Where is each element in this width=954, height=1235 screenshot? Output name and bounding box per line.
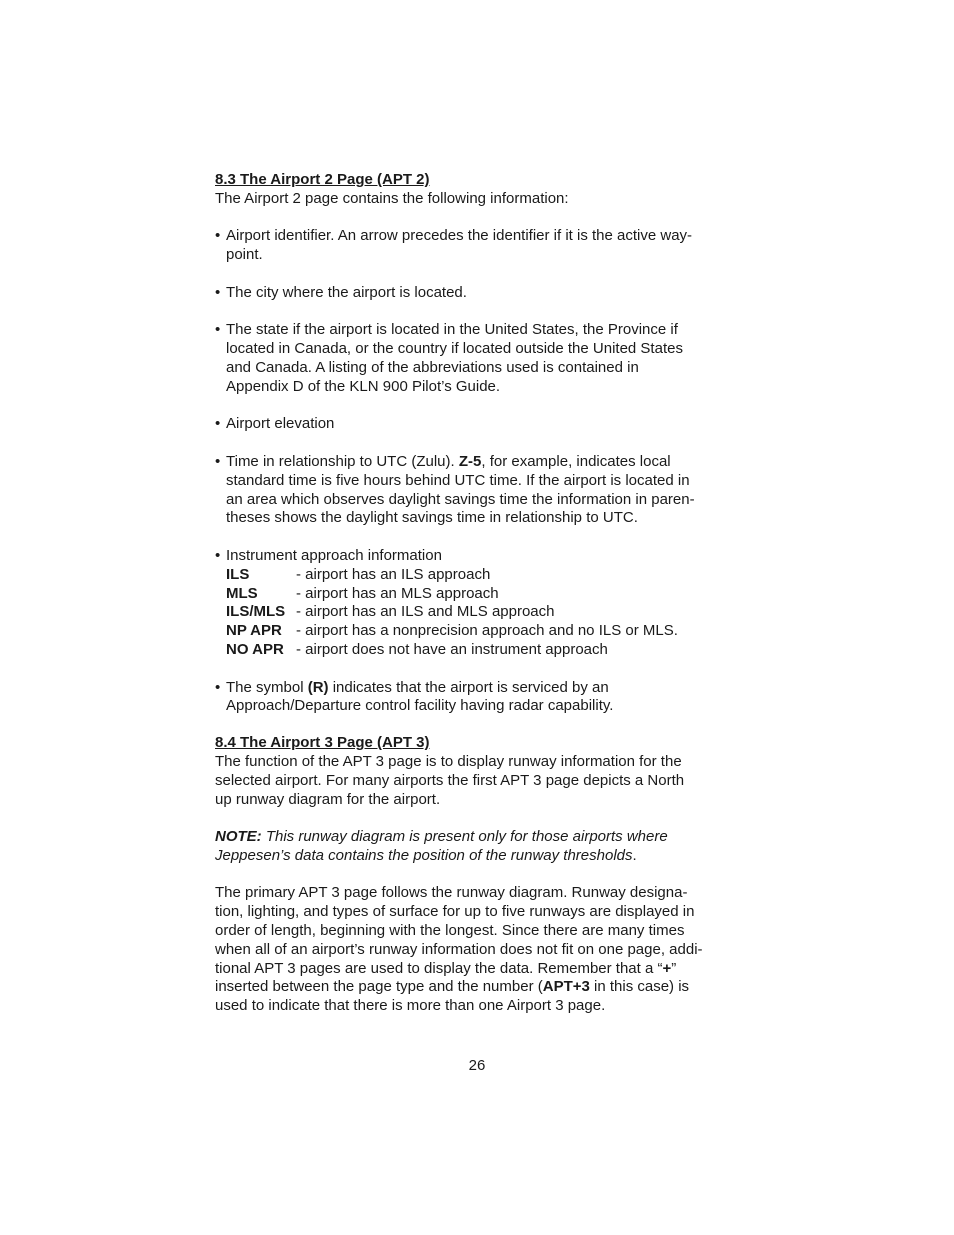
bullet-icon: • <box>215 546 221 564</box>
bullet-icon: • <box>215 321 221 339</box>
bullet-icon: • <box>215 227 221 245</box>
bullet-radar-symbol: • The symbol (R) indicates that the airport is serviced by an Approach/Departure control facility having radar capability. <box>215 678 614 715</box>
bullet-elevation: • Airport elevation <box>215 415 335 433</box>
approach-item: ILS - airport has an ILS approach <box>226 565 491 583</box>
approach-item: NP APR - airport has a nonprecision approach and no ILS or MLS. <box>226 622 678 640</box>
note-label: NOTE: <box>215 828 262 846</box>
note-runway-diagram: NOTE: This runway diagram is present only for those airports where Jeppesen’s data contains the position of the runway thresholds. <box>215 828 668 864</box>
bullet-icon: • <box>215 415 221 433</box>
approach-list <box>215 566 725 660</box>
section-heading-8-4: 8.4 The Airport 3 Page (APT 3) <box>215 734 430 752</box>
page-number: 26 <box>468 1057 486 1074</box>
bullet-instrument-approach: • Instrument approach information <box>215 546 442 564</box>
approach-item: MLS - airport has an MLS approach <box>226 584 499 602</box>
approach-item: NO APR - airport does not have an instrument approach <box>226 640 608 658</box>
paragraph-primary-apt3: The primary APT 3 page follows the runway diagram. Runway designa- tion, lighting, and types of surface for up to five runways are displayed in order of length, beginning with the longest. Since there are many times when all of an airport’s runway information does not fit on one page, addi- tional APT 3 pages are used to display the data. Remember that a “+” inserted between the page type and the number (APT+3 in this case) is used to indicate that there is more than one Airport 3 page. <box>215 884 703 1015</box>
paragraph-function: The function of the APT 3 page is to display runway information for the selected airport. For many airports the first APT 3 page depicts a North up runway diagram for the airport. <box>215 752 685 808</box>
text-column <box>215 171 725 1016</box>
bullet-airport-identifier: • Airport identifier. An arrow precedes the identifier if it is the active way- point. <box>215 227 693 264</box>
bullet-icon: • <box>215 452 221 470</box>
approach-item: ILS/MLS - airport has an ILS and MLS approach <box>226 603 555 621</box>
bullet-icon: • <box>215 678 221 696</box>
bullet-state: • The state if the airport is located in the United States, the Province if located in Canada, or the country if located outside the United States and Canada. A listing of the abbreviations used is contained in Appendix D of the KLN 900 Pilot’s Guide. <box>215 321 683 395</box>
bullet-icon: • <box>215 283 221 301</box>
section-intro: The Airport 2 page contains the following information: <box>215 189 569 207</box>
bullet-city: • The city where the airport is located. <box>215 283 467 301</box>
section-heading-8-3: 8.3 The Airport 2 Page (APT 2) <box>215 171 430 188</box>
bullet-utc-time: • Time in relationship to UTC (Zulu). Z-5, for example, indicates local standard time is five hours behind UTC time. If the airport is located in an area which observes daylight savings time the information in paren- theses shows the daylight savings time in relationship to UTC. <box>215 452 695 527</box>
